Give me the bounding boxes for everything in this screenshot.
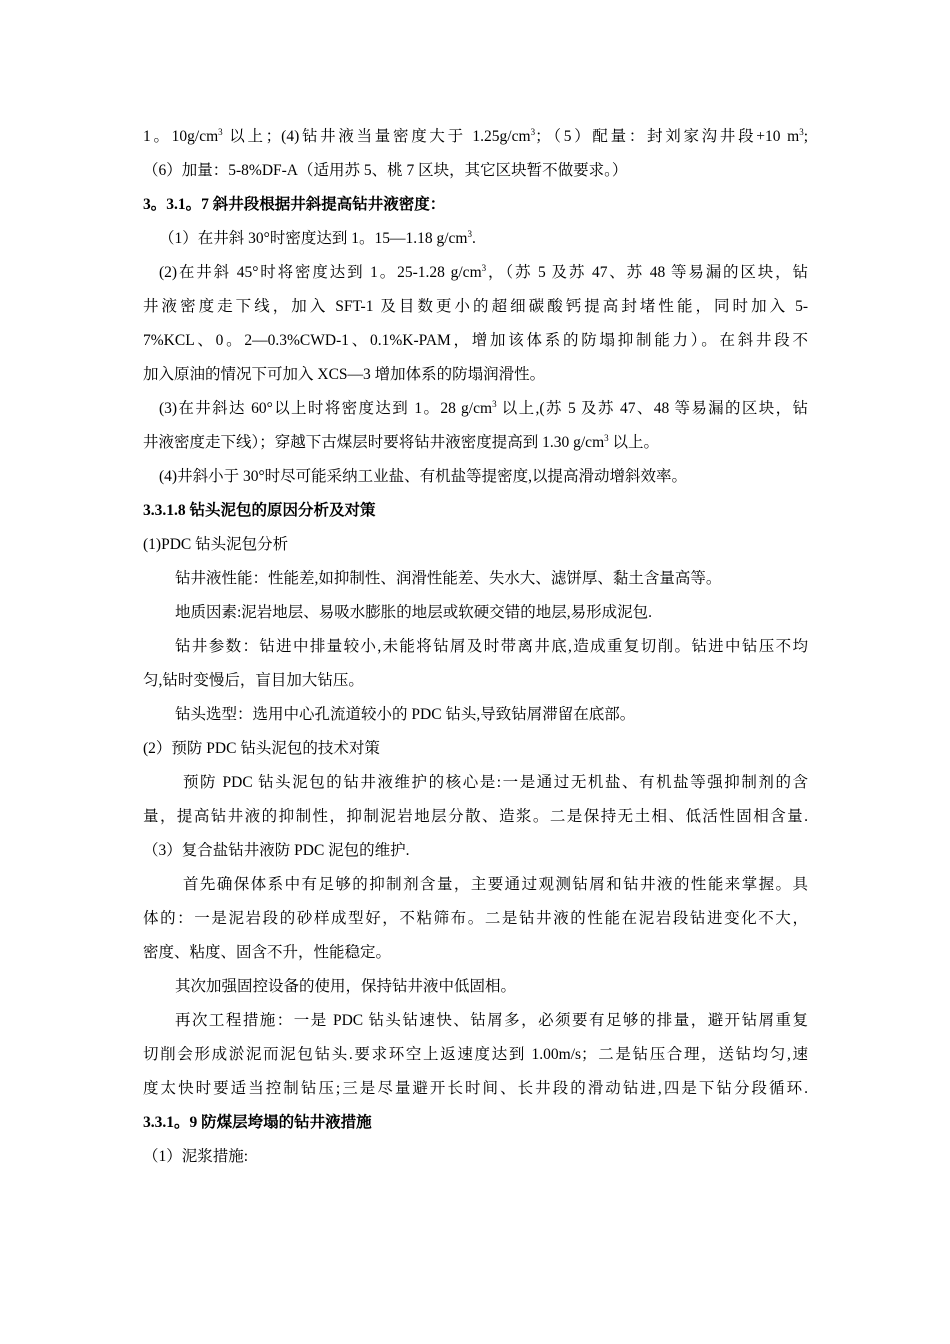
superscript: 3: [481, 263, 487, 273]
paragraph-line: [143, 1004, 808, 1038]
paragraph-line: [143, 868, 808, 902]
text-run: 井液密度走下线）；穿越下古煤层时要将钻井液密度提高到 1.30 g/cm: [143, 434, 605, 451]
list-item: [143, 256, 808, 290]
paragraph-line: [143, 1038, 808, 1072]
text-run: 3.3.1.8 钻头泥包的原因分析及对策: [143, 502, 376, 519]
paragraph-line: [143, 562, 808, 596]
paragraph-line: [143, 426, 808, 460]
text-run: 再次工程措施：一是 PDC 钻头钻速快、钻屑多，必须要有足够的排量，避开钻屑重复: [175, 1012, 808, 1029]
text-run: 钻井参数：钻进中排量较小,未能将钻屑及时带离井底,造成重复切削。钻进中钻压不均: [175, 638, 808, 655]
superscript: 3: [218, 127, 223, 137]
text-run: 匀,钻时变慢后，盲目加大钻压。: [143, 672, 364, 689]
text-run: 井液密度走下线，加入 SFT-1 及目数更小的超细碳酸钙提高封堵性能，同时加入 5-: [143, 298, 808, 315]
paragraph-line: [143, 596, 808, 630]
text-run: (4)井斜小于 30°时尽可能采纳工业盐、有机盐等提密度,以提高滑动增斜效率。: [159, 468, 688, 485]
text-run: 量，提高钻井液的抑制性，抑制泥岩地层分散、造浆。二是保持无土相、低活性固相含量.: [143, 808, 808, 825]
text-run: 体的：一是泥岩段的砂样成型好，不粘筛布。二是钻井液的性能在泥岩段钻进变化不大，: [143, 910, 808, 927]
text-run: .: [471, 230, 476, 247]
paragraph-line: [143, 358, 808, 392]
text-run: 密度、粘度、固含不升，性能稳定。: [143, 944, 392, 961]
paragraph-line: [143, 630, 808, 664]
text-run: 切削会形成淤泥而泥包钻头.要求环空上返速度达到 1.00m/s；二是钻压合理，送钻均匀,速: [143, 1046, 808, 1063]
text-run: 1。10g/cm: [143, 128, 219, 145]
subsection-title: [143, 528, 808, 562]
text-run: （1）在井斜 30°时密度达到 1。15—1.18 g/cm: [159, 230, 468, 247]
text-run: (3)在井斜达 60°以上时将密度达到 1。28 g/cm: [159, 400, 493, 417]
text-run: 钻头选型：选用中心孔流道较小的 PDC 钻头,导致钻屑滞留在底部。: [175, 706, 636, 723]
paragraph-line: [143, 290, 808, 324]
text-run: 7%KCL、0。2—0.3%CWD-1、0.1%K-PAM，增加该体系的防塌抑制能力）。在斜井段不: [143, 332, 808, 349]
text-run: 以上；(4)钻井液当量密度大于 1.25g/cm: [222, 128, 531, 145]
text-run: (2)在井斜 45°时将密度达到 1。25-1.28 g/cm: [159, 264, 482, 281]
paragraph-line: [143, 1072, 808, 1106]
text-run: ，（苏 5 及苏 47、苏 48 等易漏的区块，钻: [486, 264, 808, 281]
text-run: 度太快时要适当控制钻压;三是尽量避开长时间、长井段的滑动钻进,四是下钻分段循环.: [143, 1080, 808, 1097]
paragraph-line: [143, 766, 808, 800]
text-run: （1）泥浆措施:: [143, 1148, 249, 1165]
text-run: （3）复合盐钻井液防 PDC 泥包的维护.: [143, 842, 410, 859]
subsection-title: [143, 834, 808, 868]
text-run: 以上。: [608, 434, 660, 451]
list-item: [143, 392, 808, 426]
paragraph-line: [143, 902, 808, 936]
text-run: ;: [803, 128, 808, 145]
text-run: （6）加量：5-8%DF-A（适用苏 5、桃 7 区块，其它区块暂不做要求。）: [143, 162, 628, 179]
text-run: 3。3.1。7 斜井段根据井斜提高钻井液密度：: [143, 196, 446, 213]
section-heading: [143, 494, 808, 528]
superscript: 3: [492, 399, 497, 409]
paragraph-line: [143, 970, 808, 1004]
text-run: 加入原油的情况下可加入 XCS—3 增加体系的防塌润滑性。: [143, 366, 546, 383]
subsection-title: [143, 1140, 808, 1174]
text-run: 地质因素:泥岩地层、易吸水膨胀的地层或软硬交错的地层,易形成泥包.: [175, 604, 653, 621]
paragraph-line: [143, 120, 808, 154]
paragraph-line: [143, 324, 808, 358]
document-body: [143, 120, 808, 1174]
superscript: 3: [530, 127, 536, 137]
text-run: ；（5）配量：封刘家沟井段+10 m: [535, 128, 800, 145]
text-run: (2）预防 PDC 钻头泥包的技术对策: [143, 740, 380, 757]
list-item: [143, 222, 808, 256]
text-run: 预防 PDC 钻头泥包的钻井液维护的核心是:一是通过无机盐、有机盐等强抑制剂的含: [183, 774, 808, 791]
superscript: 3: [799, 127, 804, 137]
section-heading: [143, 188, 808, 222]
paragraph-line: [143, 800, 808, 834]
section-heading: [143, 1106, 808, 1140]
text-run: 其次加强固控设备的使用，保持钻井液中低固相。: [175, 978, 517, 995]
text-run: 首先确保体系中有足够的抑制剂含量，主要通过观测钻屑和钻井液的性能来掌握。具: [183, 876, 808, 893]
text-run: 以上,(苏 5 及苏 47、48 等易漏的区块，钻: [496, 400, 808, 417]
superscript: 3: [467, 229, 472, 239]
superscript: 3: [604, 433, 609, 443]
subsection-title: [143, 732, 808, 766]
paragraph-line: [143, 664, 808, 698]
paragraph-line: [143, 698, 808, 732]
paragraph-line: [143, 936, 808, 970]
list-item: [143, 460, 808, 494]
paragraph-line: [143, 154, 808, 188]
text-run: (1)PDC 钻头泥包分析: [143, 536, 289, 553]
text-run: 3.3.1。9 防煤层垮塌的钻井液措施: [143, 1114, 372, 1131]
text-run: 钻井液性能：性能差,如抑制性、润滑性能差、失水大、滤饼厚、黏土含量高等。: [175, 570, 722, 587]
